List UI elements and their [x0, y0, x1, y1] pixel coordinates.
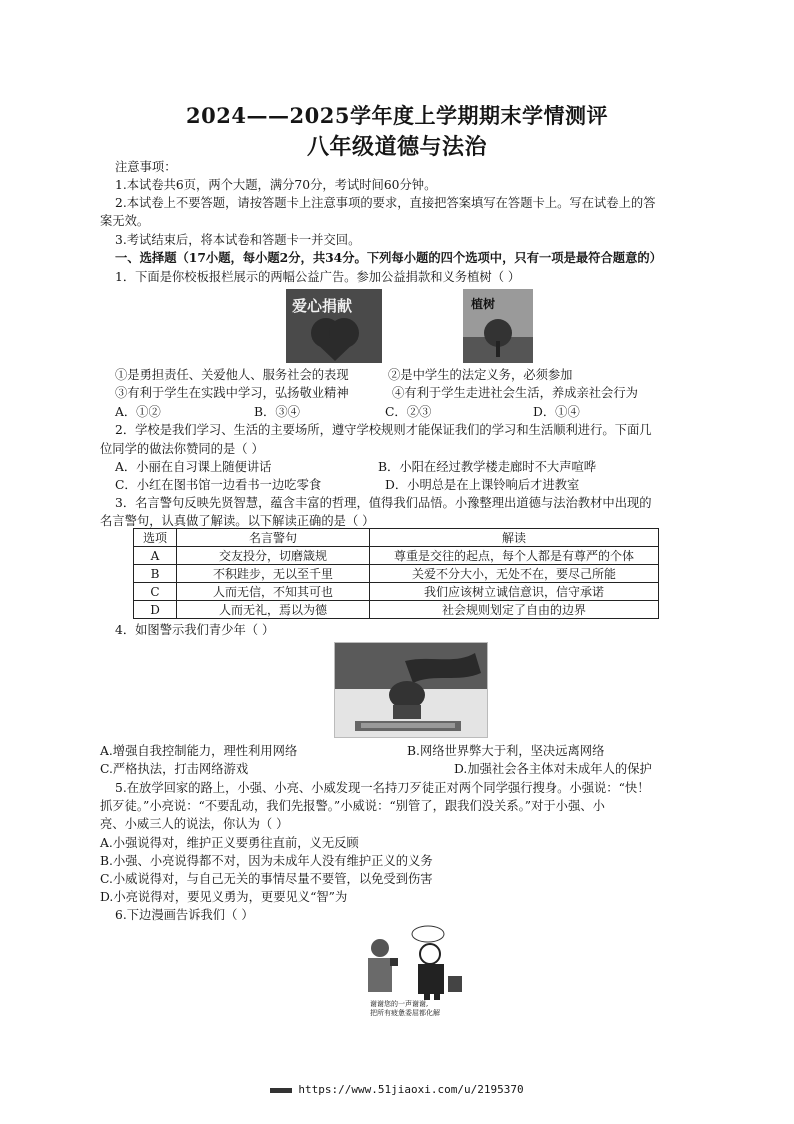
- notice-item-2: 2.本试卷上不要答题，请按答题卡上注意事项的要求，直接把答案填写在答题卡上。写在试卷上的答: [115, 196, 656, 210]
- table-cell: 交友投分，切磨箴规: [177, 547, 370, 565]
- table-header-cell: 名言警句: [177, 529, 370, 547]
- table-cell: 人而无礼，焉以为德: [177, 601, 370, 619]
- q2-option-a: A．小丽在自习课上随便讲话: [115, 460, 272, 474]
- section-1-heading: 一、选择题（17小题，每小题2分，共34分。下列每小题的四个选项中，只有一项是最符合题意的）: [115, 250, 662, 265]
- q5-stem: 5.在放学回家的路上，小强、小亮、小威发现一名持刀歹徒正对两个同学强行搜身。小强说：“快！: [115, 781, 650, 795]
- table-cell: 不积跬步，无以至千里: [177, 565, 370, 583]
- watermark-logo-icon: [270, 1088, 292, 1093]
- table-cell: 关爱不分大小，无处不在，要尽己所能: [370, 565, 659, 583]
- notice-item-3: 3.考试结束后，将本试卷和答题卡一并交回。: [115, 233, 361, 247]
- q3-table-header: [134, 529, 659, 547]
- q6-cartoon-image: [360, 924, 470, 1020]
- q5-option-b: B.小强、小亮说得都不对，因为未成年人没有维护正义的义务: [100, 854, 433, 868]
- q6-stem: 6.下边漫画告诉我们（ ）: [115, 908, 254, 922]
- table-row: [134, 565, 659, 583]
- q1-image-donation: [286, 289, 382, 363]
- exam-title: 2024——2025学年度上学期期末学情测评: [186, 103, 608, 128]
- table-cell: 社会规则划定了自由的边界: [370, 601, 659, 619]
- footer-watermark: [0, 1083, 794, 1096]
- q1-statement-1: ①是勇担责任、关爱他人、服务社会的表现: [115, 368, 349, 382]
- table-row: [134, 601, 659, 619]
- table-cell: A: [134, 547, 177, 565]
- q5-option-a: A.小强说得对，维护正义要勇往直前，义无反顾: [100, 836, 359, 850]
- table-cell: 人而无信，不知其可也: [177, 583, 370, 601]
- q2-stem-cont: 位同学的做法你赞同的是（ ）: [100, 442, 264, 456]
- q4-cartoon-image: [334, 642, 488, 738]
- q5-stem-cont-1: 抓歹徒。”小亮说：“不要乱动，我们先报警。”小威说：“别管了，跟我们没关系。”对于小强、小: [100, 799, 605, 813]
- table-cell: C: [134, 583, 177, 601]
- q1-image-donation-text: 爱心捐献: [292, 297, 353, 315]
- q5-stem-cont-2: 亮、小威三人的说法，你认为（ ）: [100, 817, 289, 831]
- q1-statement-4: ④有利于学生走进社会生活，养成亲社会行为: [392, 386, 638, 400]
- q1-option-d: D．①④: [533, 405, 580, 419]
- q1-statement-2: ②是中学生的法定义务，必须参加: [388, 368, 573, 382]
- q1-option-b: B．③④: [254, 405, 300, 419]
- q4-option-d: D.加强社会各主体对未成年人的保护: [454, 762, 652, 776]
- q1-option-a: A．①②: [115, 405, 161, 419]
- internet-addiction-cartoon-icon: [335, 643, 487, 737]
- notice-heading: 注意事项：: [115, 160, 177, 174]
- table-header-cell: 解读: [370, 529, 659, 547]
- footer-url[interactable]: https://www.51jiaoxi.com/u/2195370: [298, 1083, 524, 1096]
- q5-option-d: D.小亮说得对，要见义勇为，更要见义“智”为: [100, 890, 348, 904]
- table-cell: D: [134, 601, 177, 619]
- q4-option-a: A.增强自我控制能力，理性利用网络: [100, 744, 298, 758]
- q3-stem: 3．名言警句反映先贤智慧，蕴含丰富的哲理，值得我们品悟。小豫整理出道德与法治教材中出现的: [115, 496, 652, 510]
- q2-option-d: D．小明总是在上课铃响后才进教室: [385, 478, 580, 492]
- q5-option-c: C.小威说得对，与自己无关的事情尽量不要管，以免受到伤害: [100, 872, 433, 886]
- q1-statement-3: ③有利于学生在实践中学习，弘扬敬业精神: [115, 386, 349, 400]
- q2-stem: 2．学校是我们学习、生活的主要场所，遵守学校规则才能保证我们的学习和生活顺利进行。下面几: [115, 423, 652, 437]
- exam-subject: 八年级道德与法治: [306, 134, 487, 160]
- table-header-cell: 选项: [134, 529, 177, 547]
- q1-image-tree-planting: [463, 289, 533, 363]
- table-cell: 尊重是交往的起点，每个人都是有尊严的个体: [370, 547, 659, 565]
- q1-image-tree-text: 植树: [471, 297, 496, 311]
- q3-table: [133, 528, 659, 619]
- table-cell: B: [134, 565, 177, 583]
- table-cell: 我们应该树立诚信意识，信守承诺: [370, 583, 659, 601]
- notice-item-1: 1.本试卷共6页，两个大题，满分70分，考试时间60分钟。: [115, 178, 437, 192]
- table-row: [134, 547, 659, 565]
- q6-cartoon-caption-2: 把所有疲惫委屈都化解: [370, 1009, 440, 1017]
- q3-stem-cont: 名言警句，认真做了解读。以下解读正确的是（ ）: [100, 514, 375, 528]
- q6-cartoon-caption-1: 谢谢您的一声谢谢,: [370, 1000, 429, 1008]
- q4-stem: 4．如图警示我们青少年（ ）: [115, 623, 275, 637]
- q2-option-c: C．小红在图书馆一边看书一边吃零食: [115, 478, 322, 492]
- q4-option-c: C.严格执法，打击网络游戏: [100, 762, 249, 776]
- q4-option-b: B.网络世界弊大于利，坚决远离网络: [407, 744, 605, 758]
- q1-option-c: C．②③: [385, 405, 432, 419]
- q1-stem: 1．下面是你校板报栏展示的两幅公益广告。参加公益捐款和义务植树（ ）: [115, 270, 521, 284]
- q2-option-b: B．小阳在经过教学楼走廊时不大声喧哗: [378, 460, 597, 474]
- table-row: [134, 583, 659, 601]
- notice-item-2-cont: 案无效。: [100, 214, 150, 228]
